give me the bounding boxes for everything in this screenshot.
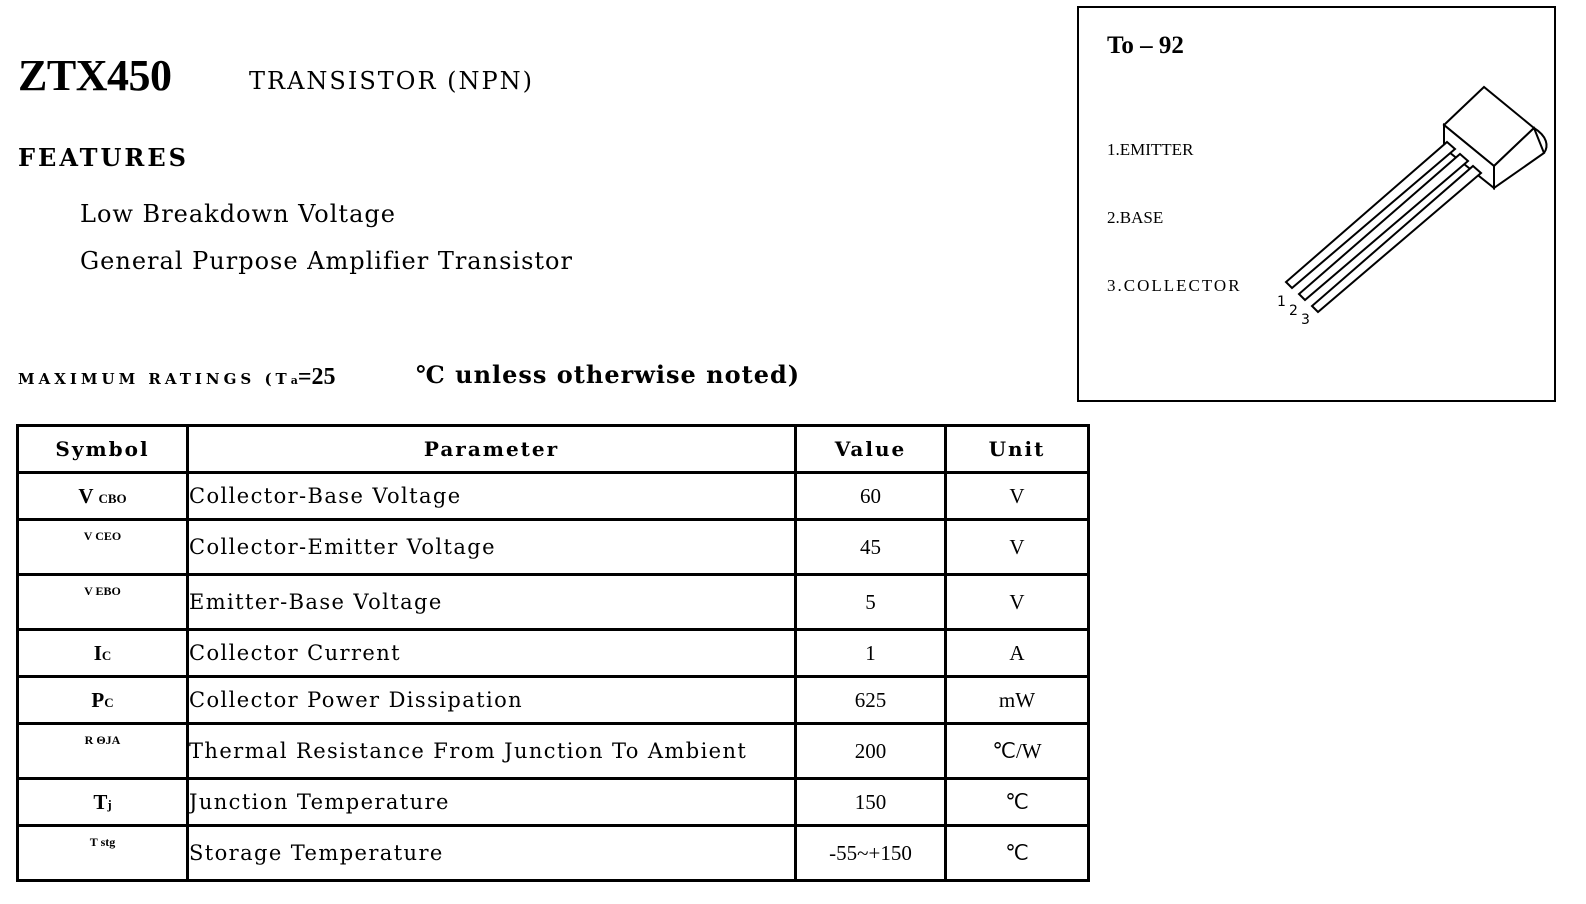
symbol-subscript: ΘJA	[96, 733, 121, 747]
parameter-cell: Collector-Emitter Voltage	[188, 520, 796, 575]
ratings-heading-temp: =25	[297, 364, 336, 390]
value-cell: 150	[796, 779, 946, 826]
ratings-heading-subscript: a	[290, 374, 298, 387]
value-cell: 5	[796, 575, 946, 630]
feature-item: General Purpose Amplifier Transistor	[80, 247, 573, 275]
table-row	[18, 826, 1089, 881]
pin-label-collector: 3.COLLECTOR	[1107, 276, 1242, 295]
pin-number: 3	[1301, 312, 1310, 328]
symbol-cell	[18, 630, 188, 677]
symbol-subscript: CEO	[95, 529, 122, 543]
ratings-table	[16, 424, 1090, 882]
pin-number: 2	[1289, 303, 1298, 319]
parameter-cell: Storage Temperature	[188, 826, 796, 881]
symbol-letter: I	[93, 640, 102, 665]
transistor-body	[1444, 87, 1547, 188]
symbol-cell	[18, 520, 188, 575]
symbol-letter: R	[84, 733, 94, 747]
symbol-subscript: C	[101, 647, 112, 663]
table-header-row	[18, 426, 1089, 473]
symbol-cell	[18, 724, 188, 779]
symbol-letter: T	[89, 835, 98, 849]
table-row	[18, 724, 1089, 779]
to92-package-drawing	[1269, 78, 1554, 328]
table-row	[18, 520, 1089, 575]
parameter-cell: Collector Power Dissipation	[188, 677, 796, 724]
pin-label-emitter: 1.EMITTER	[1107, 140, 1194, 159]
ratings-heading-suffix: ℃ unless otherwise noted)	[416, 360, 801, 389]
unit-cell: V	[946, 473, 1089, 520]
package-title: To – 92	[1107, 32, 1184, 59]
value-cell: 1	[796, 630, 946, 677]
column-header-parameter: Parameter	[188, 426, 796, 473]
part-type: TRANSISTOR (NPN)	[249, 67, 535, 95]
features-heading: FEATURES	[18, 143, 189, 172]
value-cell: -55~+150	[796, 826, 946, 881]
ratings-heading-prefix: MAXIMUM RATINGS (T	[18, 370, 291, 388]
ratings-heading	[18, 360, 801, 391]
parameter-cell: Junction Temperature	[188, 779, 796, 826]
table-row	[18, 630, 1089, 677]
symbol-cell	[18, 575, 188, 630]
value-cell: 45	[796, 520, 946, 575]
symbol-cell	[18, 473, 188, 520]
symbol-subscript: EBO	[95, 584, 121, 598]
unit-cell: ℃	[946, 779, 1089, 826]
symbol-cell	[18, 826, 188, 881]
symbol-subscript: j	[107, 796, 112, 812]
symbol-cell	[18, 677, 188, 724]
column-header-symbol: Symbol	[18, 426, 188, 473]
value-cell: 200	[796, 724, 946, 779]
symbol-letter: V	[83, 529, 93, 543]
symbol-subscript: CBO	[98, 490, 127, 506]
unit-cell: ℃/W	[946, 724, 1089, 779]
symbol-cell	[18, 779, 188, 826]
column-header-unit: Unit	[946, 426, 1089, 473]
symbol-subscript: stg	[100, 835, 116, 849]
pin-label-base: 2.BASE	[1107, 208, 1164, 227]
column-header-value: Value	[796, 426, 946, 473]
unit-cell: V	[946, 575, 1089, 630]
symbol-letter: P	[91, 687, 105, 712]
symbol-letter: V	[84, 584, 93, 598]
unit-cell: V	[946, 520, 1089, 575]
parameter-cell: Emitter-Base Voltage	[188, 575, 796, 630]
part-number: ZTX450	[18, 51, 172, 100]
feature-item: Low Breakdown Voltage	[80, 200, 396, 228]
table-row	[18, 677, 1089, 724]
symbol-subscript: C	[104, 694, 114, 710]
symbol-letter: T	[93, 789, 108, 814]
table-row	[18, 575, 1089, 630]
value-cell: 625	[796, 677, 946, 724]
parameter-cell: Thermal Resistance From Junction To Ambient	[188, 724, 796, 779]
package-box	[1077, 6, 1556, 402]
parameter-cell: Collector Current	[188, 630, 796, 677]
unit-cell: mW	[946, 677, 1089, 724]
unit-cell: ℃	[946, 826, 1089, 881]
table-row	[18, 473, 1089, 520]
table-row	[18, 779, 1089, 826]
pin-number: 1	[1277, 294, 1286, 310]
value-cell: 60	[796, 473, 946, 520]
parameter-cell: Collector-Base Voltage	[188, 473, 796, 520]
unit-cell: A	[946, 630, 1089, 677]
symbol-letter: V	[78, 483, 94, 508]
transistor-leads	[1286, 142, 1481, 312]
